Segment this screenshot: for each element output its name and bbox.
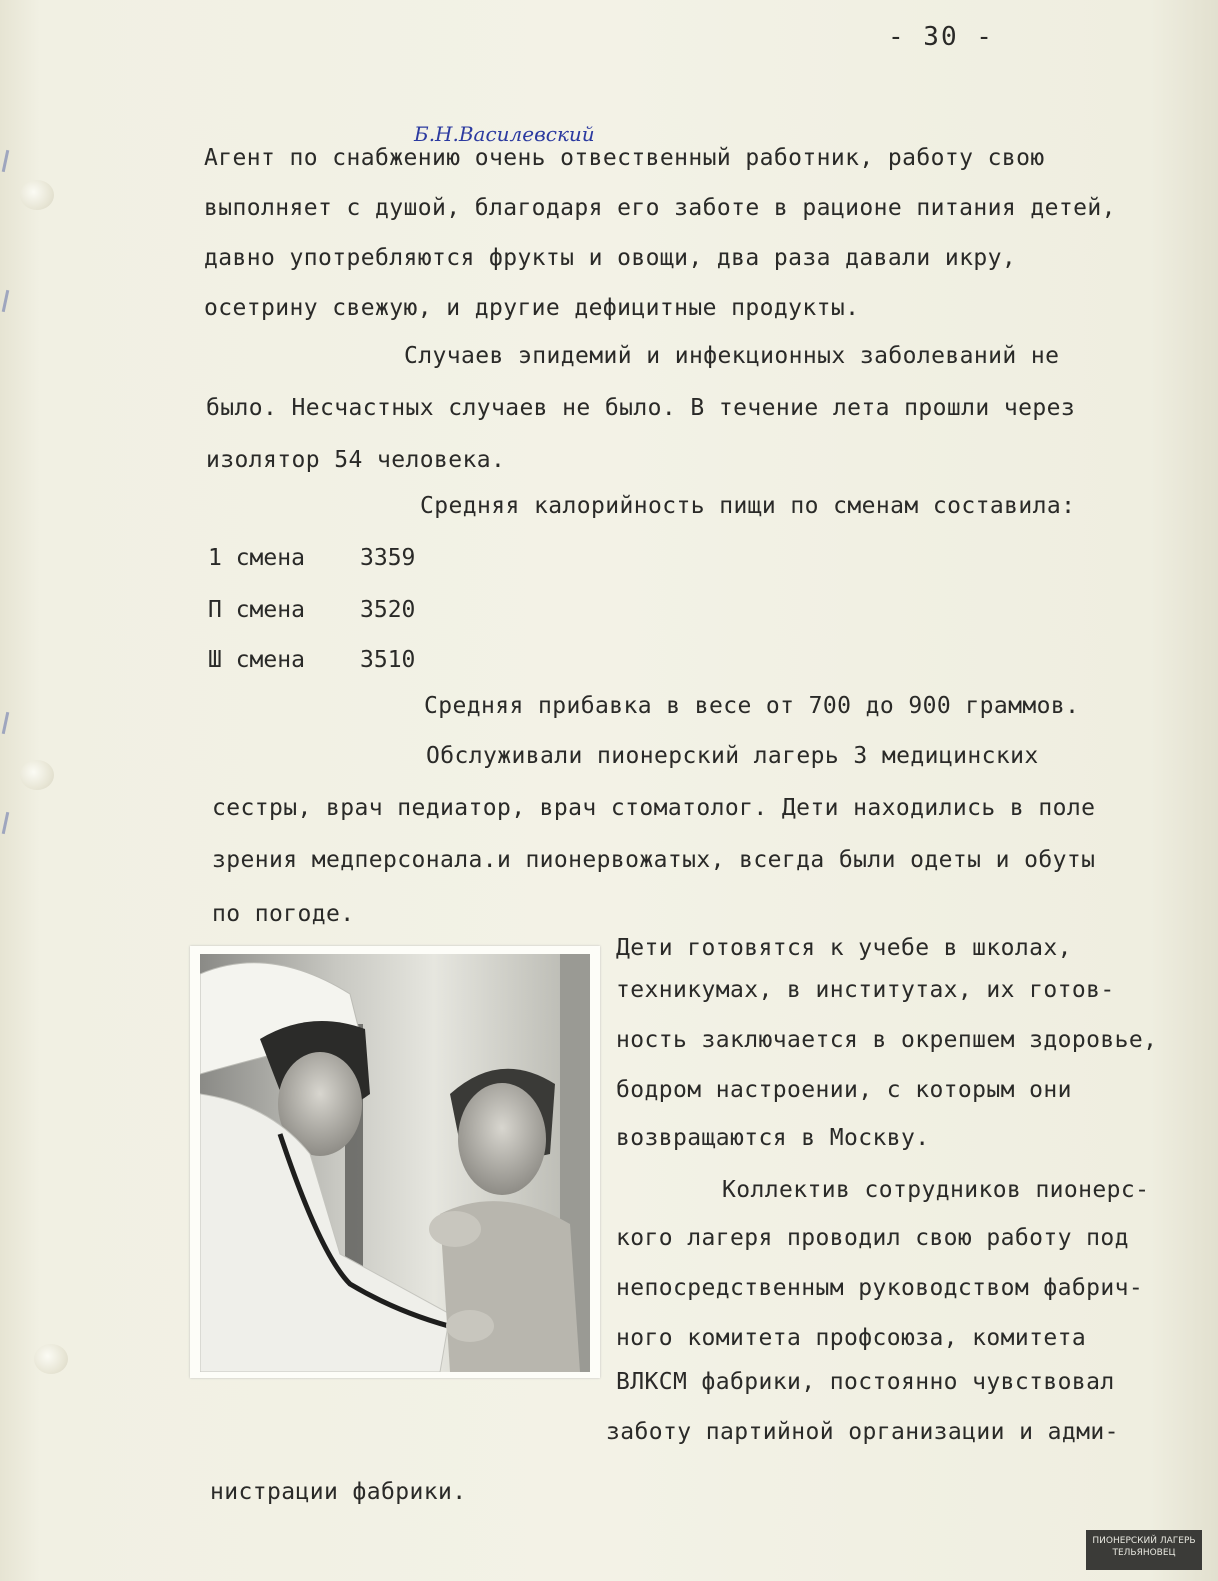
shift-value: 3510: [360, 647, 416, 673]
shift-row: [208, 596, 415, 624]
text-line: возвращаются в Москву.: [616, 1125, 930, 1151]
text-line: выполняет с душой, благодаря его заботе в рационе питания детей,: [204, 195, 1116, 221]
photo-nurse-examining-child: [200, 954, 590, 1372]
stamp-line: ПИОНЕРСКИЙ ЛАГЕРЬ: [1092, 1536, 1196, 1546]
text-line: Агент по снабжению очень отвественный работник, работу свою: [204, 145, 1045, 171]
handwritten-annotation: Б.Н.Василевский: [414, 122, 595, 146]
shift-value: 3520: [360, 597, 416, 623]
text-line: ВЛКСМ фабрики, постоянно чувствовал: [616, 1369, 1115, 1395]
text-line: ного комитета профсоюза, комитета: [616, 1325, 1087, 1351]
text-line: Средняя калорийность пищи по сменам составила:: [420, 493, 1076, 519]
shift-label: Ш смена: [208, 647, 305, 673]
text-line: Обслуживали пионерский лагерь 3 медицинских: [426, 743, 1039, 769]
edge-ink-mark: [2, 290, 10, 312]
punch-hole: [20, 760, 54, 790]
text-line: бодром настроении, с которым они: [616, 1077, 1072, 1103]
shift-label: П смена: [208, 597, 305, 623]
shift-row: [208, 646, 415, 674]
text-line: техникумах, в институтах, их готов-: [616, 977, 1115, 1003]
text-line: было. Несчастных случаев не было. В течение лета прошли через: [206, 395, 1076, 421]
text-line: зрения медперсонала.и пионервожатых, всегда были одеты и обуты: [212, 847, 1096, 873]
edge-ink-mark: [2, 150, 10, 172]
text-line: Случаев эпидемий и инфекционных заболеваний не: [404, 343, 1060, 369]
text-line: непосредственным руководством фабрич-: [616, 1275, 1144, 1301]
punch-hole: [34, 1344, 68, 1374]
archive-stamp: [1086, 1530, 1202, 1570]
text-line: изолятор 54 человека.: [206, 447, 506, 473]
text-line: Коллектив сотрудников пионерс-: [722, 1177, 1150, 1203]
shift-value: 3359: [360, 545, 416, 571]
text-line: заботу партийной организации и адми-: [606, 1419, 1119, 1445]
edge-ink-mark: [2, 812, 10, 834]
text-line: давно употребляются фрукты и овощи, два раза давали икру,: [204, 245, 1017, 271]
stamp-line: ТЕЛЬЯНОВЕЦ: [1112, 1548, 1176, 1558]
text-line: по погоде.: [212, 901, 355, 927]
shift-label: 1 смена: [208, 545, 305, 571]
text-line: осетрину свежую, и другие дефицитные продукты.: [204, 295, 860, 321]
punch-hole: [20, 180, 54, 210]
shift-row: [208, 544, 415, 572]
text-line: Дети готовятся к учебе в школах,: [616, 935, 1072, 961]
text-line: сестры, врач педиатор, врач стоматолог. Дети находились в поле: [212, 795, 1096, 821]
text-line: кого лагеря проводил свою работу под: [616, 1225, 1129, 1251]
text-line: ность заключается в окрепшем здоровье,: [616, 1027, 1158, 1053]
text-line: нистрации фабрики.: [210, 1479, 467, 1505]
edge-ink-mark: [2, 712, 10, 734]
text-line: Средняя прибавка в весе от 700 до 900 граммов.: [424, 693, 1080, 719]
page-number: - 30 -: [888, 22, 994, 52]
photograph: [190, 946, 600, 1378]
